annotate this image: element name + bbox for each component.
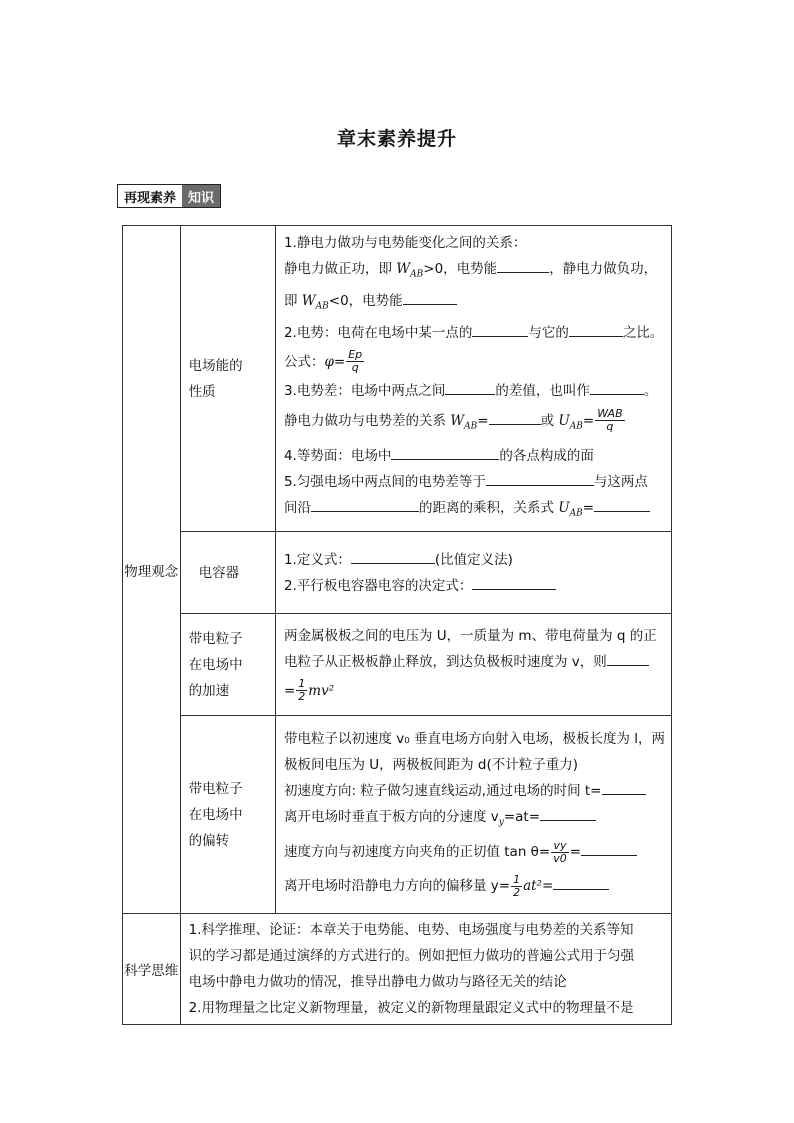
row-science: [123, 914, 672, 1025]
row-energy: [123, 226, 672, 532]
content-capacitor: 1.定义式： (比值定义法) 2.平行板电容器电容的决定式：: [275, 532, 671, 614]
content-energy: 1.静电力做功与电势能变化之间的关系： 静电力做正功，即 $W_{AB}>0$，电势能 ，静电力做负功， 即 $W_{AB}<0$，电势能 2.电势：电荷在电场中某一点的 与它的 之比。 公式：φ= $\frac{Ep}{q}$ 3.电势差：电场中两点之间 的差值，也叫作 。 静电力做功与电势差的关系 $W_{AB}=$ 或 $U_{AB}=$ $\frac{\text{WAB}}{q}$ 4.等势面：电场中 的各点构成的面 5.匀强电场中两点间的电势差等于 与这两点 间沿 的距离的乘积，关系式 $U_{AB}=$: [275, 226, 671, 532]
sub-deflection: 带电粒子 在电场中 的偏转: [180, 716, 275, 914]
fraction-tan: $\frac{vy}{v0}$: [553, 838, 567, 865]
fraction-voltage: $\frac{\text{WAB}}{q}$: [597, 407, 623, 433]
row-deflection: [123, 716, 672, 914]
row-capacitor: [123, 532, 672, 614]
sub-acceleration: 带电粒子 在电场中 的加速: [180, 614, 275, 716]
fraction-half-accel: $\frac{1}{2}$: [298, 677, 306, 703]
knowledge-table: [122, 225, 672, 1025]
sub-capacitor: 电容器: [180, 532, 275, 614]
page-title: 章末素养提升: [336, 128, 457, 150]
category-science: 科学思维: [123, 914, 181, 1025]
category-physics: 物理观念: [123, 226, 181, 914]
fraction-potential: $\frac{Ep}{q}$: [348, 348, 363, 374]
sub-energy: 电场能的 性质: [180, 226, 275, 532]
section-tag-part1: 再现素养: [118, 185, 182, 207]
section-tag-part2: 知识: [182, 185, 220, 207]
section-tag: [117, 184, 221, 208]
content-science: 1.科学推理、论证：本章关于电势能、电势、电场强度与电势差的关系等知 识的学习都是通过演绎的方式进行的。例如把恒力做功的普遍公式用于匀强 电场中静电力做功的情况，推导出静电力做功与路径无关的结论 2.用物理量之比定义新物理量，被定义的新物理量跟定义式中的物理量不是: [180, 914, 671, 1025]
fraction-half-deflect: $\frac{1}{2}$: [513, 872, 521, 899]
content-acceleration: 两金属极板之间的电压为 U，一质量为 m、带电荷量为 q 的正 电粒子从正极板静止释放，到达负极板时速度为 v，则 = $\frac{1}{2}$ mv²: [275, 614, 671, 716]
content-deflection: 带电粒子以初速度 v₀ 垂直电场方向射入电场，极板长度为 l，两 极板间电压为 U，两极板间距为 d(不计粒子重力) 初速度方向: 粒子做匀速直线运动,通过电场的时间 t= 离开电场时垂直于板方向的分速度 $v_y=at=$ 速度方向与初速度方向夹角的正切值 tan θ= $\frac{vy}{v0}$ = 离开电场时沿静电力方向的偏移量 y= $\frac{1}{2}$ at²=: [275, 716, 671, 914]
row-acceleration: [123, 614, 672, 716]
